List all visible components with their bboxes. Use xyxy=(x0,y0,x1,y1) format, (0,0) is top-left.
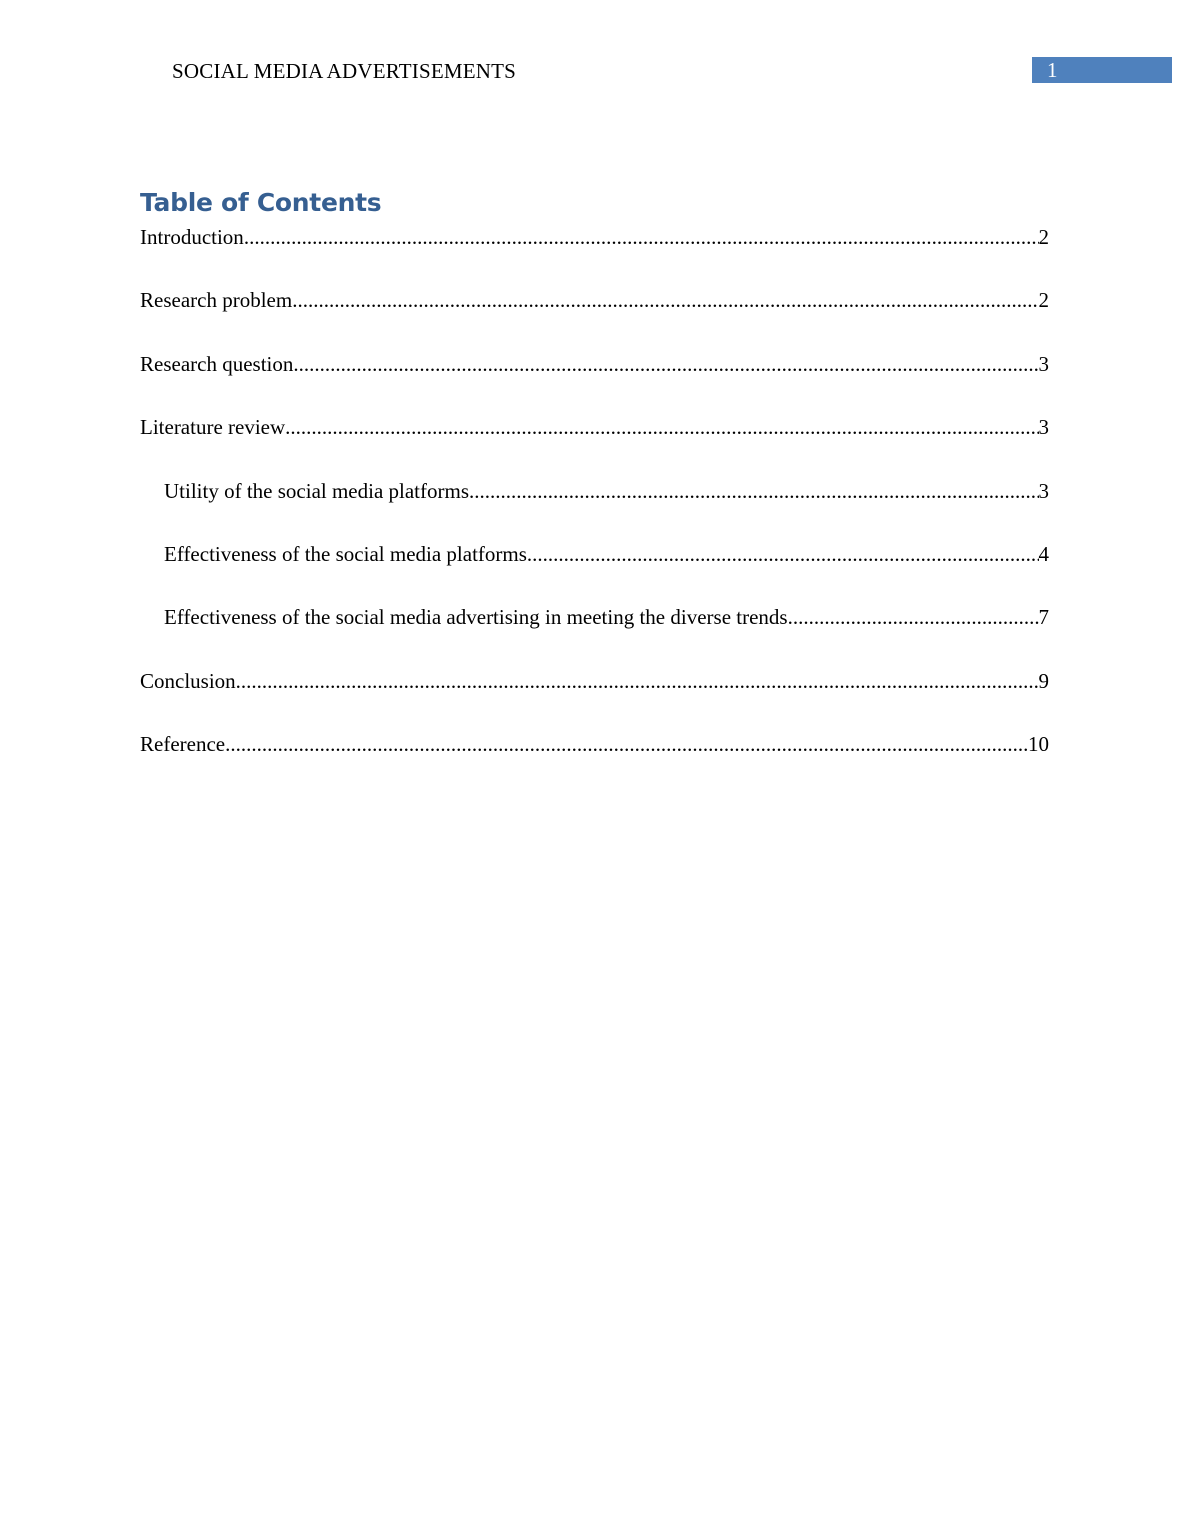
toc-entry-page: 7 xyxy=(1038,605,1049,630)
toc-entry-label: Research problem xyxy=(140,288,293,313)
toc-entry-label: Effectiveness of the social media advertising in meeting the diverse trends xyxy=(164,605,788,630)
toc-dot-leader xyxy=(292,285,1038,315)
toc-entry-page: 3 xyxy=(1038,351,1049,376)
toc-entry-utility-of-platforms[interactable] xyxy=(140,476,1049,539)
toc-entry-label: Introduction xyxy=(140,225,244,249)
toc-dot-leader xyxy=(469,476,1038,506)
toc-dot-leader xyxy=(788,602,1039,632)
toc-entry-page: 2 xyxy=(1038,288,1049,313)
toc-entry-label: Literature review xyxy=(140,415,286,440)
toc-dot-leader xyxy=(225,729,1028,759)
toc-entry-page: 3 xyxy=(1038,478,1049,503)
toc-entry-page: 9 xyxy=(1038,668,1049,693)
toc-entry-label: Research question xyxy=(140,351,294,376)
toc-list xyxy=(140,222,1049,793)
toc-entry-research-problem[interactable] xyxy=(140,285,1049,348)
toc-entry-conclusion[interactable] xyxy=(140,666,1049,729)
toc-entry-page: 4 xyxy=(1038,541,1049,566)
toc-entry-label: Conclusion xyxy=(140,668,236,693)
toc-entry-page: 2 xyxy=(1038,225,1049,249)
toc-dot-leader xyxy=(285,412,1038,442)
toc-entry-research-question[interactable] xyxy=(140,349,1049,412)
page-number: 1 xyxy=(1047,58,1058,82)
toc-entry-page: 3 xyxy=(1038,415,1049,440)
toc-heading: Table of Contents xyxy=(140,188,382,217)
toc-entry-effectiveness-of-advertising[interactable] xyxy=(140,602,1049,665)
toc-entry-label: Effectiveness of the social media platforms xyxy=(164,541,527,566)
toc-entry-reference[interactable] xyxy=(140,729,1049,792)
toc-entry-introduction[interactable] xyxy=(140,222,1049,285)
running-header-title: SOCIAL MEDIA ADVERTISEMENTS xyxy=(172,59,517,83)
toc-dot-leader xyxy=(236,666,1039,696)
toc-entry-literature-review[interactable] xyxy=(140,412,1049,475)
toc-entry-page: 10 xyxy=(1028,732,1049,757)
toc-dot-leader xyxy=(527,539,1039,569)
page-number-badge xyxy=(1032,57,1172,83)
toc-dot-leader xyxy=(293,349,1038,379)
toc-dot-leader xyxy=(244,222,1039,252)
toc-entry-effectiveness-of-platforms[interactable] xyxy=(140,539,1049,602)
toc-entry-label: Utility of the social media platforms xyxy=(164,478,470,503)
toc-entry-label: Reference xyxy=(140,732,226,757)
